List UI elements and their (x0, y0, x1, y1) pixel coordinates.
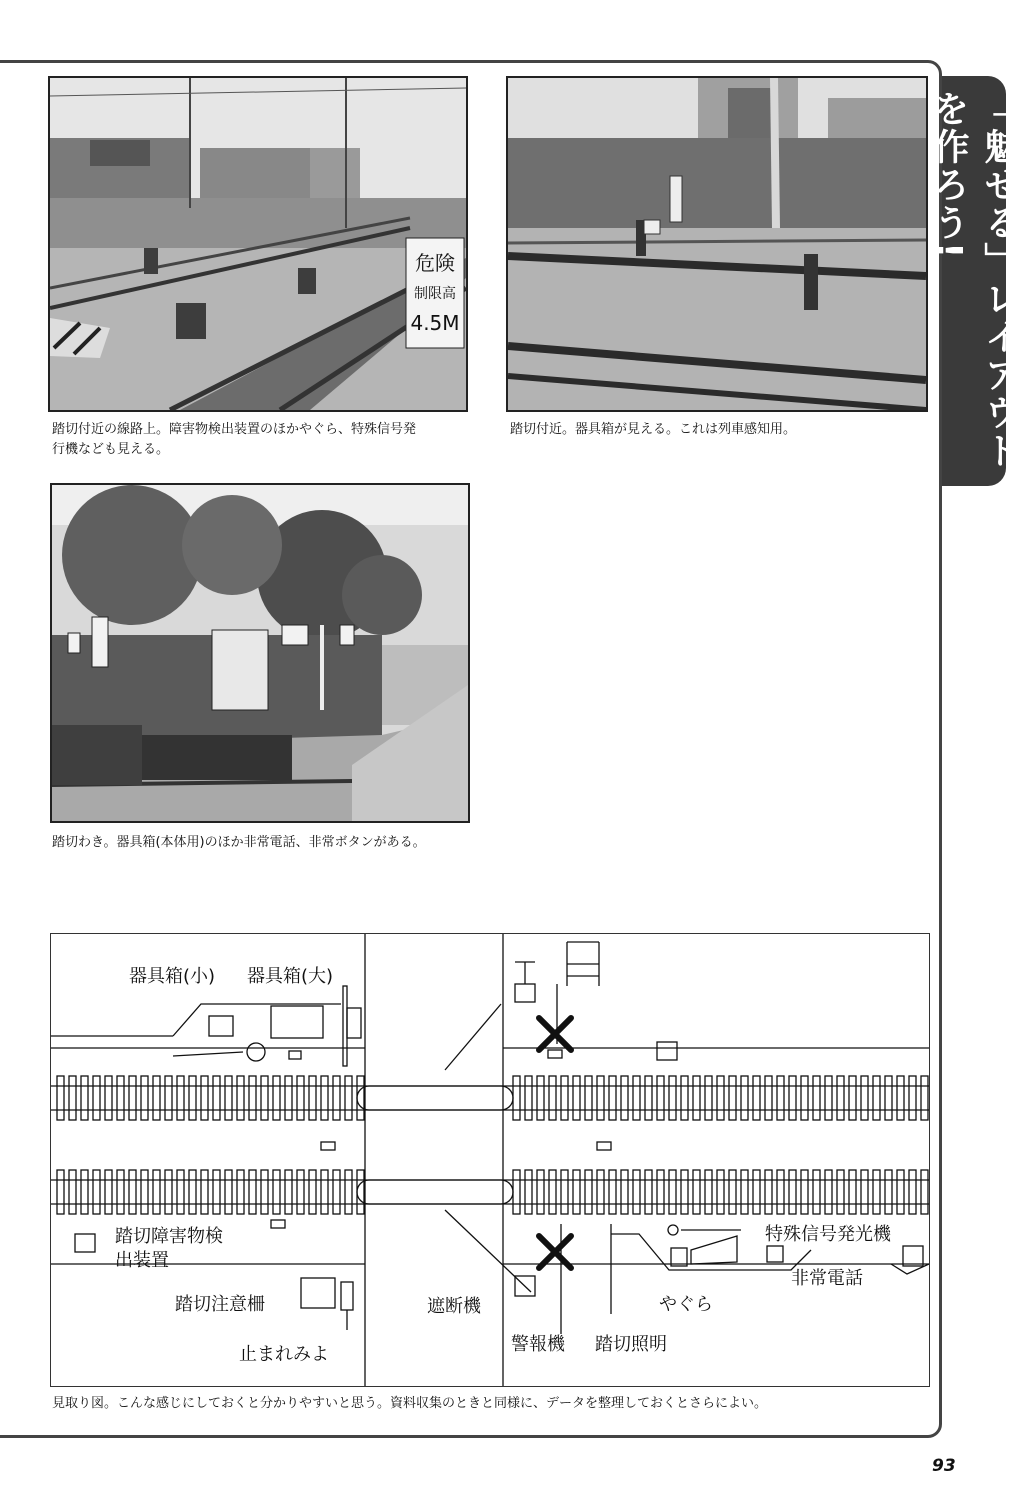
label-barrier: 遮断機 (427, 1296, 481, 1317)
label-equipment-box-large: 器具箱(大) (247, 966, 334, 987)
label-emergency-phone: 非常電話 (791, 1268, 863, 1289)
photo-crossing-side-equipment (50, 483, 470, 823)
label-obstacle-detector-1: 踏切障害物検 (115, 1226, 223, 1247)
sign-height-label: 制限高 (414, 286, 456, 302)
label-special-signal: 特殊信号発光機 (765, 1224, 891, 1245)
label-equipment-box-small: 器具箱(小) (129, 966, 216, 987)
page-number: 93 (932, 1456, 956, 1476)
photo-2-caption: 踏切付近。器具箱が見える。これは列車感知用。 (510, 422, 797, 437)
photo-1-caption-line1: 踏切付近の線路上。障害物検出装置のほかやぐら、特殊信号発 (52, 422, 417, 437)
chapter-title: 「魅せる」レイアウトを作ろう! (928, 90, 1020, 470)
photo-1-caption (52, 420, 492, 460)
label-crossing-light: 踏切照明 (595, 1334, 667, 1355)
photo-track-near-crossing (48, 76, 468, 412)
crossing-layout-diagram (50, 933, 930, 1387)
label-alarm: 警報機 (511, 1334, 565, 1355)
diagram-caption: 見取り図。こんな感じにしておくと分かりやすいと思う。資料収集のときと同様に、データを整理しておくとさらによい。 (52, 1396, 768, 1411)
label-stop-look: 止まれみよ (239, 1344, 329, 1365)
label-tower: やぐら (659, 1294, 713, 1315)
sign-height-value: 4.5M (410, 311, 460, 335)
sign-danger-text: 危険 (415, 251, 455, 275)
photo-1-caption-line2: 行機なども見える。 (52, 442, 170, 457)
chapter-side-tab (928, 76, 1020, 486)
label-warning-fence: 踏切注意柵 (175, 1294, 265, 1315)
label-obstacle-detector-2: 出装置 (115, 1250, 169, 1271)
photo-equipment-box-near-crossing (506, 76, 928, 412)
photo-3-caption: 踏切わき。器具箱(本体用)のほか非常電話、非常ボタンがある。 (52, 835, 426, 850)
